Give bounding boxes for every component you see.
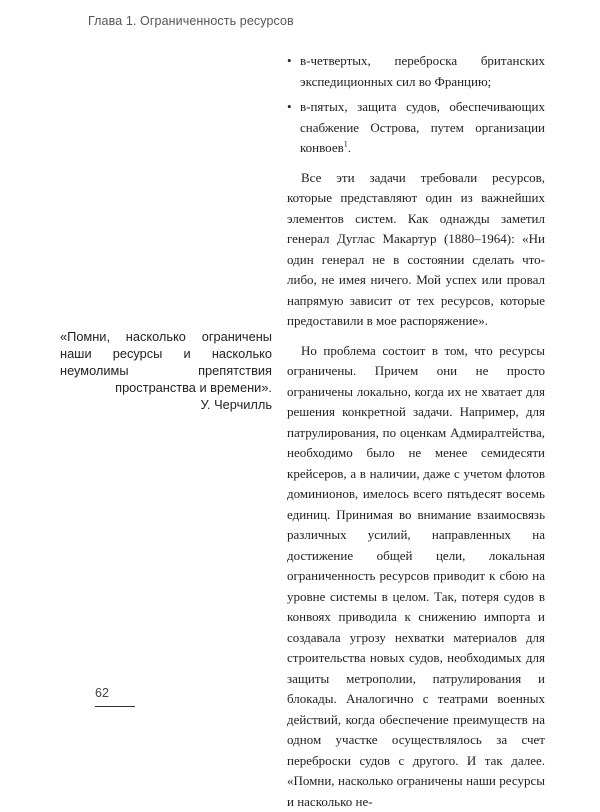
pull-quote-author: У. Черчилль — [60, 396, 272, 413]
bullet-item — [287, 97, 545, 159]
page-number-rule — [95, 706, 135, 707]
body-paragraph: Но проблема состоит в том, что ресурсы ограничены. Причем они не просто ограничены локально, когда их не хватает для решения конкретной задачи. Например, для патрулирования, по оценкам Адмиралтейства, необходимо было не менее семидесяти крейсеров, а в наличии, даже с учетом флотов доминионов, имелось всего пятьдесят восемь единиц. Принимая во внимание взаимосвязь различных усилий, направленных на достижение общей цели, локальная ограниченность ресурсов приводит к сбою на уровне системы в целом. Так, потеря судов в конвоях приводила к снижению импорта и создавала угрозу нехватки материалов для строительства новых судов, необходимых для защиты метрополии, патрулирования и блокады. Аналогично с театрами военных действий, когда обеспечение преимуществ на одном участке осуществлялось за счет переброски судов с другого. И так далее. «Помни, насколько ограничены наши ресурсы и насколько не- — [287, 341, 545, 812]
bullet-item — [287, 51, 545, 92]
footnote-reference: 1 — [344, 140, 348, 149]
pull-quote-text: «Помни, насколько ограничены наши ресурсы и насколько неумолимы препятствия пространства и времени». — [60, 328, 272, 396]
bullet-marker: • — [287, 51, 300, 72]
bullet-text: в-пятых, защита судов, обеспечивающих снабжение Острова, путем организации конвоев — [300, 99, 545, 155]
bullet-marker: • — [287, 97, 300, 118]
body-paragraph: Все эти задачи требовали ресурсов, которые представляют один из важнейших элементов систем. Как однажды заметил генерал Дуглас Макартур (1880–1964): «Ни один генерал не в состоянии сделать что-либо, не имея ничего. Мой успех или провал напрямую зависит от тех ресурсов, которые предоставили в мое распоряжение». — [287, 168, 545, 332]
bullet-end-punct: . — [348, 140, 351, 155]
bullet-text: в-четвертых, переброска британских экспедиционных сил во Францию; — [300, 53, 545, 89]
running-header: Глава 1. Ограниченность ресурсов — [88, 14, 294, 28]
page-number: 62 — [95, 686, 109, 700]
sidebar-pull-quote — [60, 328, 272, 413]
main-text-column — [287, 51, 545, 812]
